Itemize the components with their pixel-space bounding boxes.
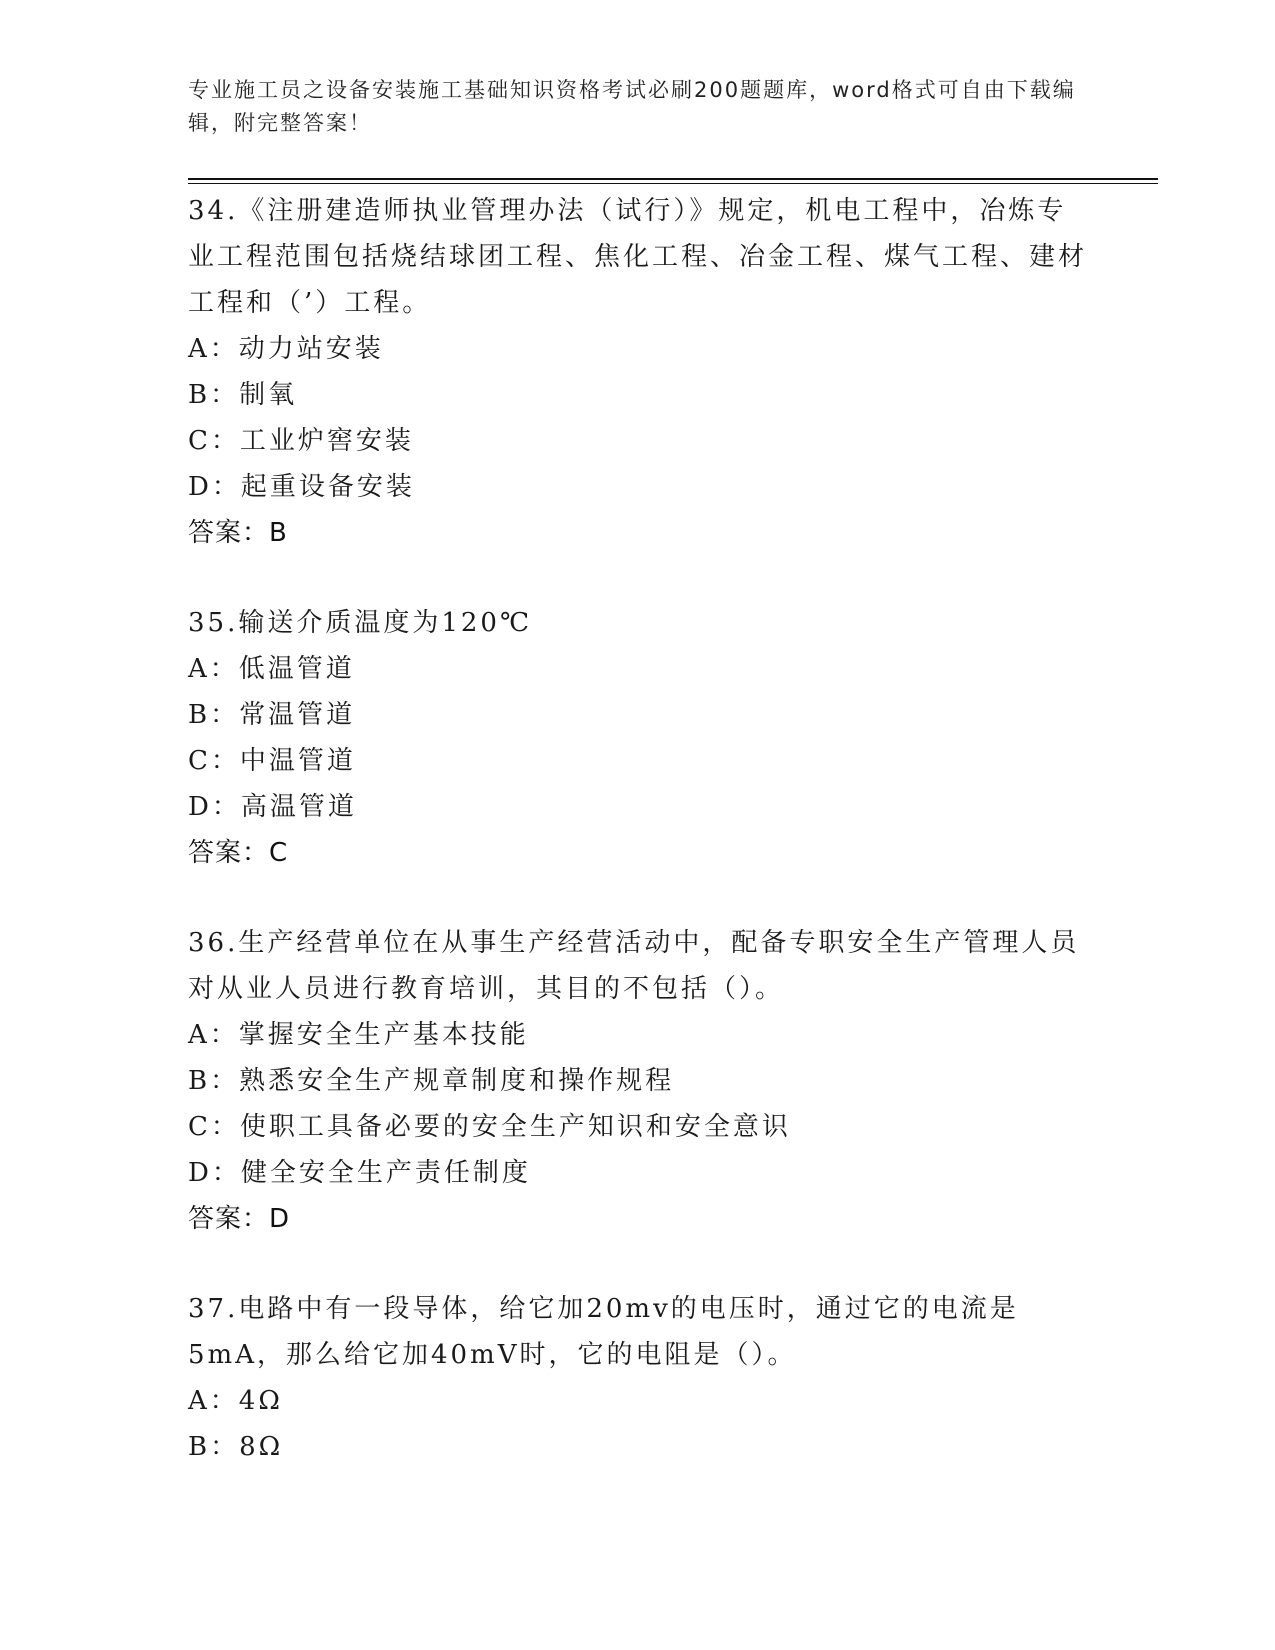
option-letter: D： bbox=[188, 1158, 241, 1188]
option-letter: A： bbox=[188, 334, 239, 364]
question-34 bbox=[188, 188, 1088, 556]
option-letter: A： bbox=[188, 654, 239, 684]
option-text: 4Ω bbox=[238, 1386, 283, 1416]
option-d bbox=[188, 464, 1088, 510]
option-text: 中温管道 bbox=[239, 746, 356, 776]
option-letter: D： bbox=[188, 792, 241, 822]
option-letter: C： bbox=[188, 426, 240, 456]
option-text: 高温管道 bbox=[240, 792, 357, 822]
option-letter: B： bbox=[188, 700, 240, 730]
option-text: 8Ω bbox=[239, 1432, 284, 1462]
option-text: 使职工具备必要的安全生产知识和安全意识 bbox=[239, 1112, 791, 1142]
answer-line: 答案：C bbox=[188, 838, 289, 868]
question-stem: 34.《注册建造师执业管理办法（试行）》规定，机电工程中，冶炼专业工程范围包括烧结球团工程、焦化工程、冶金工程、煤气工程、建材工程和（’）工程。 bbox=[188, 196, 1088, 318]
option-letter: C： bbox=[188, 1112, 240, 1142]
question-37 bbox=[188, 1286, 1088, 1470]
question-stem: 37.电路中有一段导体，给它加20mv的电压时，通过它的电流是5mA，那么给它加40mV时，它的电阻是（）。 bbox=[188, 1294, 1019, 1370]
option-letter: A： bbox=[188, 1020, 239, 1050]
option-letter: B： bbox=[188, 1066, 240, 1096]
option-d bbox=[188, 1150, 1088, 1196]
option-c bbox=[188, 738, 1088, 784]
option-a bbox=[188, 646, 1088, 692]
question-list bbox=[188, 188, 1088, 1514]
option-a bbox=[188, 1378, 1088, 1424]
option-letter: C： bbox=[188, 746, 240, 776]
question-stem: 36.生产经营单位在从事生产经营活动中，配备专职安全生产管理人员对从业人员进行教育培训，其目的不包括（）。 bbox=[188, 928, 1080, 1004]
option-b bbox=[188, 1424, 1088, 1470]
option-text: 动力站安装 bbox=[238, 334, 384, 364]
option-b bbox=[188, 692, 1088, 738]
option-text: 掌握安全生产基本技能 bbox=[238, 1020, 529, 1050]
option-text: 熟悉安全生产规章制度和操作规程 bbox=[239, 1066, 675, 1096]
option-a bbox=[188, 1012, 1088, 1058]
question-35 bbox=[188, 600, 1088, 876]
question-stem: 35.输送介质温度为120℃ bbox=[188, 608, 533, 638]
option-b bbox=[188, 372, 1088, 418]
option-letter: A： bbox=[188, 1386, 239, 1416]
option-c bbox=[188, 418, 1088, 464]
answer-line: 答案：D bbox=[188, 1204, 291, 1234]
option-text: 常温管道 bbox=[239, 700, 356, 730]
option-text: 制氧 bbox=[239, 380, 298, 410]
option-text: 工业炉窖安装 bbox=[239, 426, 414, 456]
option-letter: D： bbox=[188, 472, 241, 502]
header-divider-thin bbox=[188, 183, 1158, 184]
option-a bbox=[188, 326, 1088, 372]
question-36 bbox=[188, 920, 1088, 1242]
option-letter: B： bbox=[188, 1432, 240, 1462]
option-text: 起重设备安装 bbox=[240, 472, 415, 502]
option-b bbox=[188, 1058, 1088, 1104]
option-text: 健全安全生产责任制度 bbox=[240, 1158, 531, 1188]
document-header: 专业施工员之设备安装施工基础知识资格考试必刷200题题库，word格式可自由下载编辑，附完整答案！ bbox=[188, 78, 1076, 135]
option-text: 低温管道 bbox=[238, 654, 355, 684]
option-d bbox=[188, 784, 1088, 830]
option-c bbox=[188, 1104, 1088, 1150]
header-divider-thick bbox=[188, 178, 1158, 180]
option-letter: B： bbox=[188, 380, 240, 410]
answer-line: 答案：B bbox=[188, 518, 288, 548]
